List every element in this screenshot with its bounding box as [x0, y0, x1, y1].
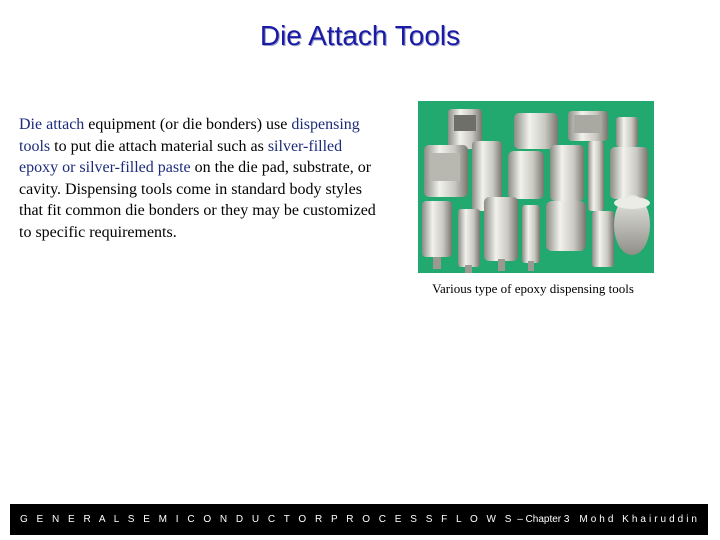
term-die-attach: Die attach — [19, 116, 85, 133]
footer-course-name: G E N E R A L S E M I C O N D U C T O R P R O C E S S F L O W S — [20, 514, 515, 525]
photo-caption: Various type of epoxy dispensing tools — [432, 281, 634, 296]
dispensing-tools-photo — [418, 101, 654, 273]
body-text-2: to put die attach material such as — [50, 137, 268, 155]
body-paragraph — [19, 114, 379, 244]
footer-chapter: – Chapter 3 — [514, 514, 570, 525]
slide-title: Die Attach Tools — [259, 20, 461, 51]
body-text-3: on the die pad, substrate, or cavity. Dispensing tools come in standard body styles that fit common die bonders or they may be customized to specific requirements. — [19, 159, 376, 241]
footer-author: Mohd Khairuddin — [579, 514, 700, 525]
term-silver-filled: silver-filled epoxy or silver-filled paste — [19, 137, 343, 177]
term-dispensing-tools: dispensing tools — [19, 116, 360, 155]
footer-bar — [10, 504, 708, 535]
body-text-1: equipment (or die bonders) use — [84, 116, 292, 133]
footer-course-title — [20, 514, 569, 525]
dispensing-tools-illustration — [418, 101, 654, 273]
